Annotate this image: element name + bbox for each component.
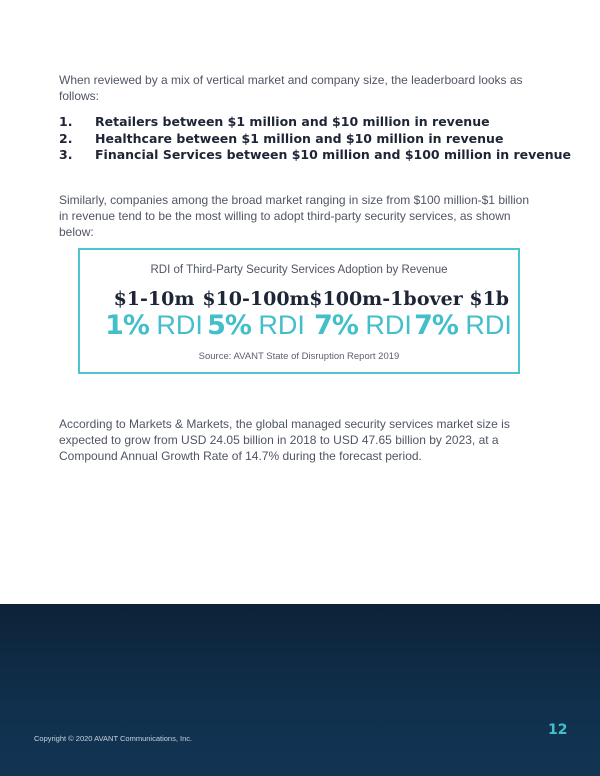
rdi-column [99,288,209,341]
list-item-number: 3. [59,147,73,162]
rdi-column [308,288,418,341]
list-item-text: Financial Services between $10 million and $100 million in revenue [95,147,572,162]
copyright-text: Copyright © 2020 AVANT Communications, Inc. [34,734,193,743]
rdi-revenue-range: $10-100m [202,288,310,310]
list-item [59,147,572,164]
list-item-text: Healthcare between $1 million and $10 million in revenue [95,130,504,146]
rdi-revenue-range: over $1b [416,288,510,310]
rdi-callout-title: RDI of Third-Party Security Services Adoption by Revenue [150,264,448,276]
rdi-value: 1% RDI [105,310,203,341]
list-item-number: 2. [59,130,73,146]
list-item [59,114,559,131]
rdi-value: 7% RDI [414,310,512,341]
list-item [59,131,559,148]
page-footer [0,604,600,776]
intro-paragraph: When reviewed by a mix of vertical market and company size, the leaderboard looks as follows: [59,73,523,103]
according-paragraph: According to Markets & Markets, the global managed security services market size is expected to grow from USD 24.05 billion in 2018 to USD 47.65 billion by 2023, at a Compound Annual Growth Rate of 14.7% during the forecast period. [59,417,510,463]
list-item-text: Retailers between $1 million and $10 million in revenue [95,114,490,129]
rdi-source-caption: Source: AVANT State of Disruption Report 2019 [198,351,400,362]
rdi-revenue-range: $1-10m [113,288,195,310]
rdi-column [201,288,311,341]
list-item-number: 1. [59,114,73,129]
rdi-revenue-range: $100m-1b [309,288,417,310]
page-number: 12 [548,722,568,738]
rdi-callout-box [78,248,520,374]
rdi-value: 5% RDI [207,310,305,341]
rdi-value: 7% RDI [314,310,412,341]
leaderboard-list [59,114,572,164]
similarly-paragraph: Similarly, companies among the broad market ranging in size from $100 million-$1 billion in revenue tend to be the most willing to adopt third-party security services, as shown below: [59,193,529,239]
rdi-column [408,288,518,341]
